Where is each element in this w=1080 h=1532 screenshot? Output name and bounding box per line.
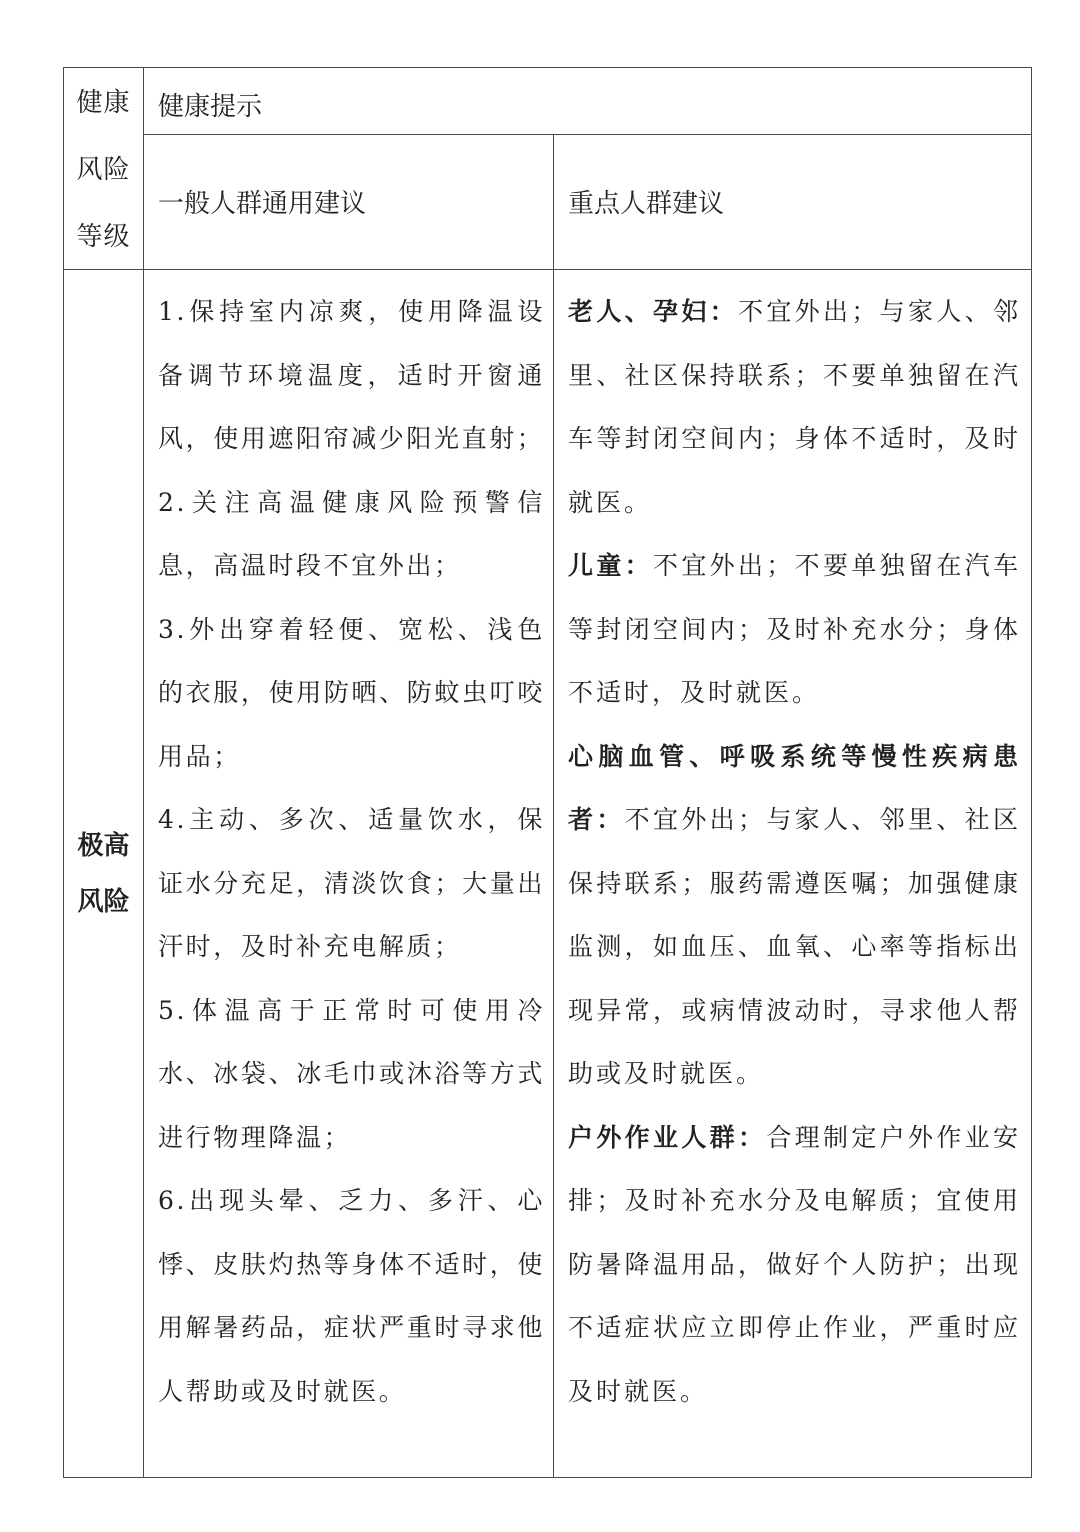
general-advice-item: 6.出现头晕、乏力、多汗、心悸、皮肤灼热等身体不适时，使用解暑药品，症状严重时寻求他人帮助或及时就医。 [158,1186,545,1406]
risk-level-cell [64,270,144,1478]
general-population-header: 一般人群通用建议 [144,134,554,269]
risk-level-header-line-2: 风险 [76,155,131,185]
key-group-label: 心脑血管、呼吸系统等慢性疾病患者： [568,741,1022,834]
health-tips-header: 健康提示 [144,68,1032,135]
general-advice-item: 2.关注高温健康风险预警信息，高温时段不宜外出； [158,487,545,580]
general-advice-item: 3.外出穿着轻便、宽松、浅色的衣服，使用防晒、防蚊虫叮咬用品； [158,614,545,771]
key-population-header: 重点人群建议 [554,134,1032,269]
key-group-advice: 合理制定户外作业安排；及时补充水分及电解质；宜使用防暑降温用品，做好个人防护；出现不适症状应立即停止作业，严重时应及时就医。 [568,1122,1022,1406]
table-header-row-2 [64,134,1032,269]
key-group-advice: 不宜外出；不要单独留在汽车等封闭空间内；及时补充水分；身体不适时，及时就医。 [568,551,1022,707]
key-advice-item [568,534,1021,725]
table-header-row-1 [64,68,1032,135]
key-advice-cell [554,270,1032,1478]
general-advice-item: 1.保持室内凉爽，使用降温设备调节环境温度，适时开窗通风，使用遮阳帘减少阳光直射； [158,297,545,453]
risk-level-line-1: 极高 [77,830,130,861]
key-group-label: 儿童： [568,551,653,580]
general-advice-item: 5.体温高于正常时可使用冷水、冰袋、冰毛巾或沐浴等方式进行物理降温； [158,995,545,1152]
risk-level-header-line-3: 等级 [76,222,131,252]
general-advice-item: 4.主动、多次、适量饮水，保证水分充足，清淡饮食；大量出汗时，及时补充电解质； [158,805,545,961]
table-row [64,270,1032,1478]
key-group-advice: 不宜外出；与家人、邻里、社区保持联系；服药需遵医嘱；加强健康监测，如血压、血氧、心率等指标出现异常，或病情波动时，寻求他人帮助或及时就医。 [568,805,1022,1088]
key-advice-item [568,725,1021,1106]
general-advice-cell [144,270,554,1478]
risk-level-header [64,68,144,270]
key-advice-item [568,280,1021,534]
key-group-advice: 不宜外出；与家人、邻里、社区保持联系；不要单独留在汽车等封闭空间内；身体不适时，及时就医。 [568,297,1022,517]
key-group-label: 老人、孕妇： [568,297,738,326]
key-advice-item [568,1106,1021,1424]
risk-level-line-2: 风险 [77,886,130,917]
risk-level-header-line-1: 健康 [76,88,131,118]
health-risk-table [63,67,1032,1478]
key-group-label: 户外作业人群： [568,1122,767,1152]
